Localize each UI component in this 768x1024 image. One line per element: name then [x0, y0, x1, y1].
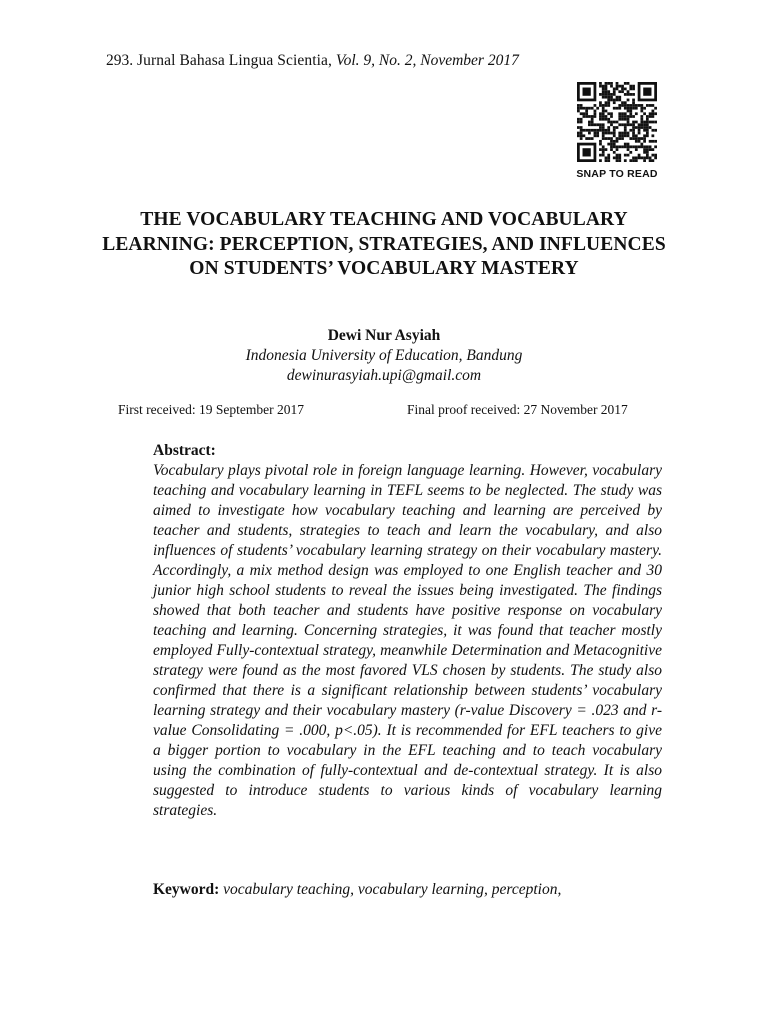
running-header: 293. Jurnal Bahasa Lingua Scientia, Vol. 9, No. 2, November 2017	[106, 52, 519, 69]
keywords-section	[153, 880, 662, 900]
qr-code-icon[interactable]	[577, 82, 657, 162]
author-block	[100, 326, 668, 386]
keywords-text: vocabulary teaching, vocabulary learning, perception,	[223, 881, 562, 898]
abstract-text: Vocabulary plays pivotal role in foreign language learning. However, vocabulary teaching and vocabulary learning in TEFL seems to be neglected. The study was aimed to investigate how vocabulary teaching and learning are perceived by teacher and students, strategies to teach and learn the vocabulary, and also influences of students’ vocabulary learning strategy on their vocabulary mastery. Accordingly, a mix method design was employed to one English teacher and 30 junior high school students to reveal the issues being investigated. The findings showed that both teacher and students have positive response on vocabulary teaching and learning. Concerning strategies, it was found that teacher mostly employed Fully-contextual strategy, meanwhile Determination and Metacognitive strategy were found as the most favored VLS chosen by students. The study also confirmed that there is a significant relationship between students’ vocabulary learning strategy and their vocabulary mastery (r-value Discovery = .023 and r-value Consolidating = .000, p<.05). It is recommended for EFL teachers to give a bigger portion to vocabulary in the EFL teaching and to teach vocabulary using the combination of fully-contextual and de-contextual strategy. It is also suggested to introduce students to various kinds of vocabulary learning strategies.	[153, 462, 662, 819]
abstract-heading: Abstract:	[153, 442, 216, 459]
journal-name: Jurnal Bahasa Lingua Scientia,	[137, 52, 332, 69]
volume-info: Vol. 9, No. 2, November 2017	[335, 52, 519, 69]
article-title: THE VOCABULARY TEACHING AND VOCABULARY LEARNING: PERCEPTION, STRATEGIES, AND INFLUENCES ON STUDENTS’ VOCABULARY MASTERY	[102, 209, 666, 279]
qr-code-block[interactable]	[572, 82, 662, 180]
author-affiliation: Indonesia University of Education, Bandung	[245, 347, 523, 364]
author-name: Dewi Nur Asyiah	[327, 327, 441, 344]
page-number: 293	[106, 52, 130, 69]
abstract-section	[153, 441, 662, 821]
author-email[interactable]: dewinurasyiah.upi@gmail.com	[286, 367, 482, 384]
final-proof-date: Final proof received: 27 November 2017	[407, 402, 628, 417]
first-received-date: First received: 19 September 2017	[118, 402, 304, 417]
keywords-label: Keyword:	[153, 881, 220, 898]
qr-caption: SNAP TO READ	[576, 168, 658, 180]
